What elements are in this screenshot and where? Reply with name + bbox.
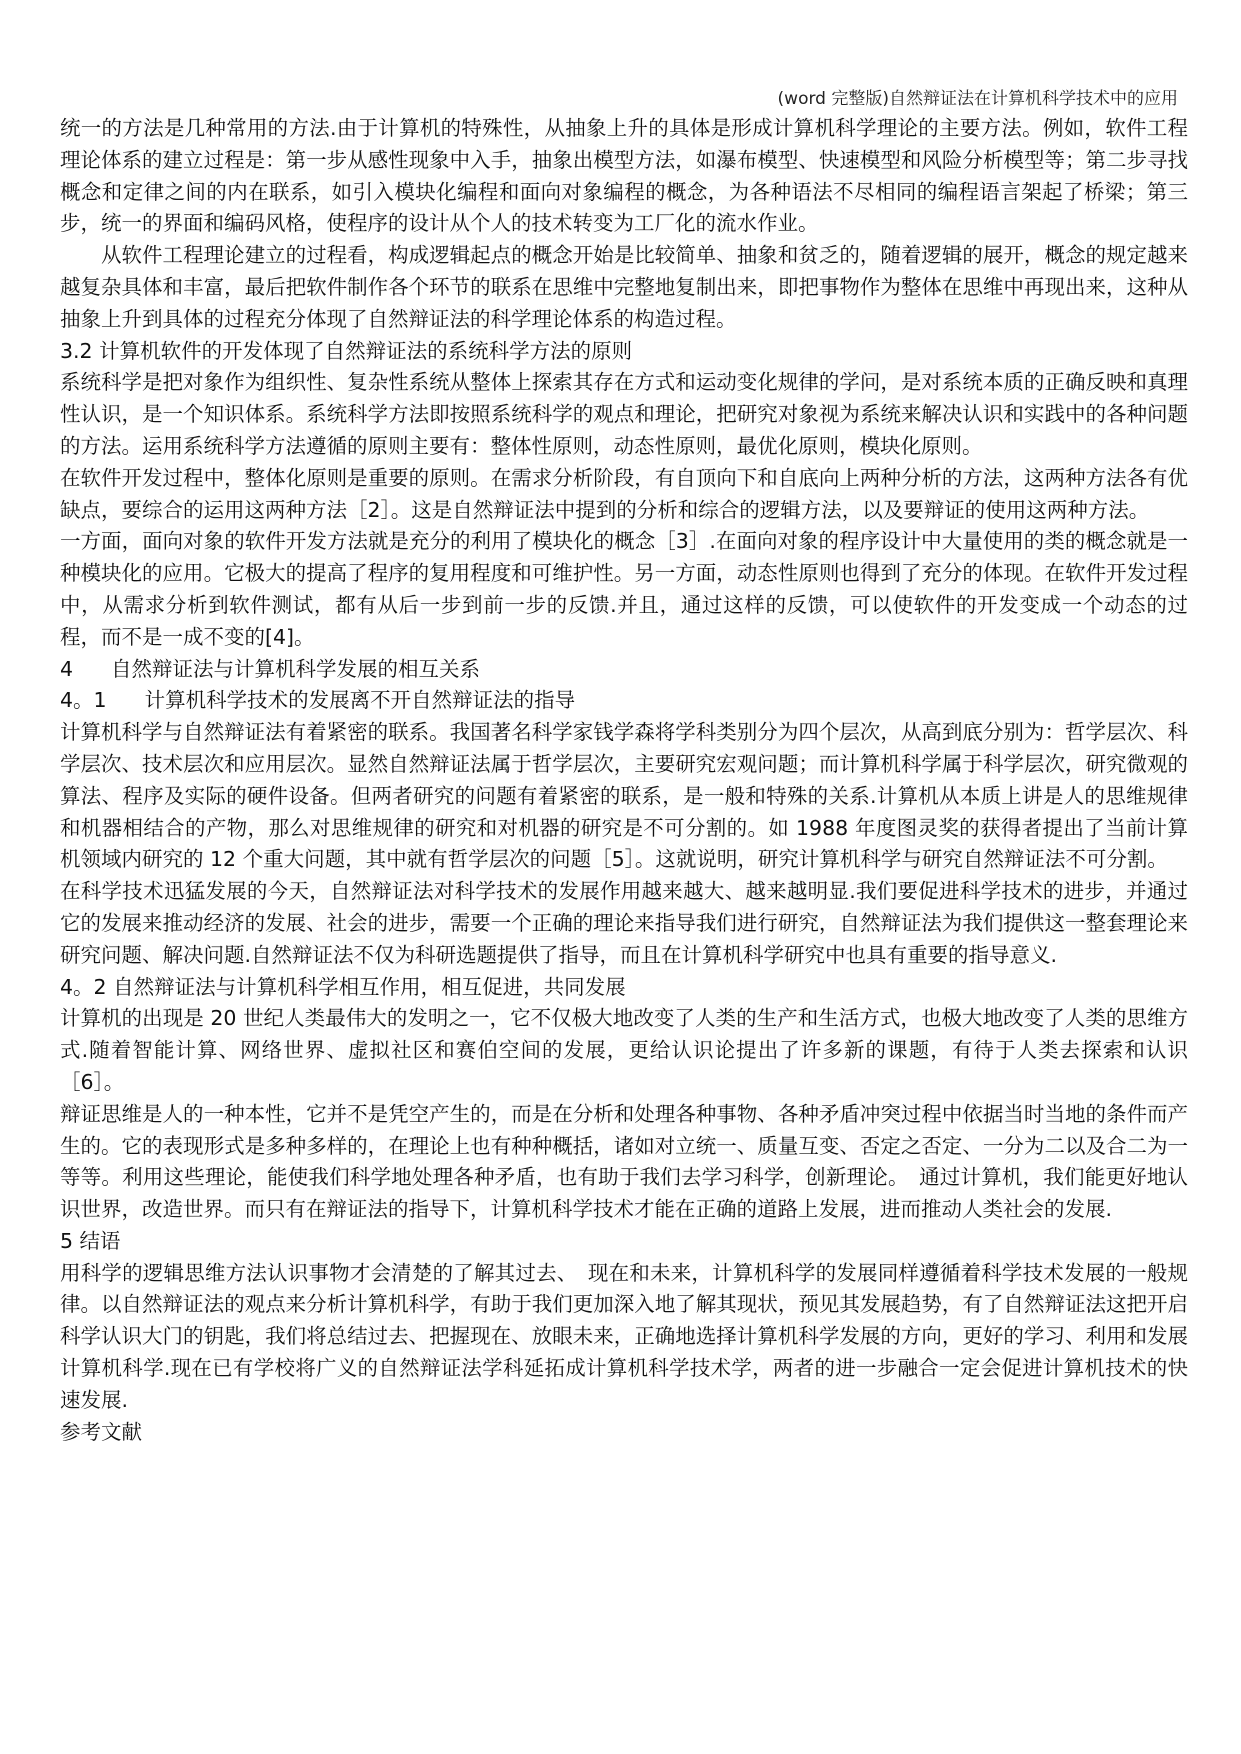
section-title: 计算机科学技术的发展离不开自然辩证法的指导 xyxy=(144,688,576,713)
paragraph-software-engineering-theory: 从软件工程理论建立的过程看，构成逻辑起点的概念开始是比较简单、抽象和贫乏的，随着逻辑的展开，概念的规定越来越复杂具体和丰富，最后把软件制作各个环节的联系在思维中完整地复制出来，即把事物作为整体在思维中再现出来，这种从抽象上升到具体的过程充分体现了自然辩证法的科学理论体系的构造过程。 xyxy=(60,243,1188,331)
section-heading-5: 5 结语 xyxy=(60,1228,121,1253)
section-heading-4-1 xyxy=(60,685,1188,717)
paragraph-guiding-significance: 在科学技术迅猛发展的今天，自然辩证法对科学技术的发展作用越来越大、越来越明显.我们要促进科学技术的进步，并通过它的发展来推动经济的发展、社会的进步，需要一个正确的理论来指导我们进行研究，自然辩证法为我们提供这一整套理论来研究问题、解决问题.自然辩证法不仅为科研选题提供了指导，而且在计算机科学研究中也具有重要的指导意义. xyxy=(60,879,1188,967)
paragraph-systems-science: 系统科学是把对象作为组织性、复杂性系统从整体上探索其存在方式和运动变化规律的学问，是对系统本质的正确反映和真理性认识，是一个知识体系。系统科学方法即按照系统科学的观点和理论，把研究对象视为系统来解决认识和实践中的各种问题的方法。运用系统科学方法遵循的原则主要有：整体性原则，动态性原则，最优化原则，模块化原则。 xyxy=(60,370,1188,458)
paragraph-modularity-principle: 一方面，面向对象的软件开发方法就是充分的利用了模块化的概念［3］.在面向对象的程序设计中大量使用的类的概念就是一种模块化的应用。它极大的提高了程序的复用程度和可维护性。另一方面，动态性原则也得到了充分的体现。在软件开发过程中，从需求分析到软件测试，都有从后一步到前一步的反馈.并且，通过这样的反馈，可以使软件的开发变成一个动态的过程，而不是一成不变的[4]。 xyxy=(60,529,1188,649)
paragraph-holistic-principle: 在软件开发过程中，整体化原则是重要的原则。在需求分析阶段，有自顶向下和自底向上两种分析的方法，这两种方法各有优缺点，要综合的运用这两种方法［2］。这是自然辩证法中提到的分析和综合的逻辑方法，以及要辩证的使用这两种方法。 xyxy=(60,465,1188,522)
section-heading-3-2: 3.2 计算机软件的开发体现了自然辩证法的系统科学方法的原则 xyxy=(60,338,633,363)
section-title: 自然辩证法与计算机科学发展的相互关系 xyxy=(111,656,481,681)
running-header: (word 完整版)自然辩证法在计算机科学技术中的应用 xyxy=(777,89,1178,109)
section-number: 4 xyxy=(60,656,74,681)
paragraph-conclusion: 用科学的逻辑思维方法认识事物才会清楚的了解其过去、 现在和未来，计算机科学的发展同样遵循着科学技术发展的一般规律。以自然辩证法的观点来分析计算机科学，有助于我们更加深入地了解其现状，预见其发展趋势，有了自然辩证法这把开启科学认识大门的钥匙，我们将总结过去、把握现在、放眼未来，正确地选择计算机科学发展的方向，更好的学习、利用和发展计算机科学.现在已有学校将广义的自然辩证法学科延拓成计算机科学技术学，两者的进一步融合一定会促进计算机技术的快速发展. xyxy=(60,1260,1188,1412)
references-heading: 参考文献 xyxy=(60,1419,142,1444)
paragraph-methods-continued: 统一的方法是几种常用的方法.由于计算机的特殊性，从抽象上升的具体是形成计算机科学理论的主要方法。例如，软件工程理论体系的建立过程是：第一步从感性现象中入手，抽象出模型方法，如瀑布模型、快速模型和风险分析模型等；第二步寻找概念和定律之间的内在联系，如引入模块化编程和面向对象编程的概念，为各种语法不尽相同的编程语言架起了桥梁；第三步，统一的界面和编码风格，使程序的设计从个人的技术转变为工厂化的流水作业。 xyxy=(60,116,1188,236)
document-body xyxy=(60,113,1188,1448)
paragraph-computer-invention: 计算机的出现是 20 世纪人类最伟大的发明之一，它不仅极大地改变了人类的生产和生活方式，也极大地改变了人类的思维方式.随着智能计算、网络世界、虚拟社区和赛伯空间的发展，更给认识论提出了许多新的课题，有待于人类去探索和认识［6］。 xyxy=(60,1006,1188,1094)
section-heading-4-2: 4。2 自然辩证法与计算机科学相互作用，相互促进，共同发展 xyxy=(60,974,626,999)
section-heading-4 xyxy=(60,654,1188,686)
section-number: 4。1 xyxy=(60,688,107,713)
paragraph-dialectical-thinking: 辩证思维是人的一种本性，它并不是凭空产生的，而是在分析和处理各种事物、各种矛盾冲突过程中依据当时当地的条件而产生的。它的表现形式是多种多样的，在理论上也有种种概括，诸如对立统一、质量互变、否定之否定、一分为二以及合二为一等等。利用这些理论，能使我们科学地处理各种矛盾，也有助于我们去学习科学，创新理论。 通过计算机，我们能更好地认识世界，改造世界。而只有在辩证法的指导下，计算机科学技术才能在正确的道路上发展，进而推动人类社会的发展. xyxy=(60,1101,1188,1222)
paragraph-close-relationship: 计算机科学与自然辩证法有着紧密的联系。我国著名科学家钱学森将学科类别分为四个层次，从高到底分别为：哲学层次、科学层次、技术层次和应用层次。显然自然辩证法属于哲学层次，主要研究宏观问题；而计算机科学属于科学层次，研究微观的算法、程序及实际的硬件设备。但两者研究的问题有着紧密的联系，是一般和特殊的关系.计算机从本质上讲是人的思维规律和机器相结合的产物，那么对思维规律的研究和对机器的研究是不可分割的。如 1988 年度图灵奖的获得者提出了当前计算机领域内研究的 12 个重大问题，其中就有哲学层次的问题［5］。这就说明，研究计算机科学与研究自然辩证法不可分割。 xyxy=(60,720,1188,872)
